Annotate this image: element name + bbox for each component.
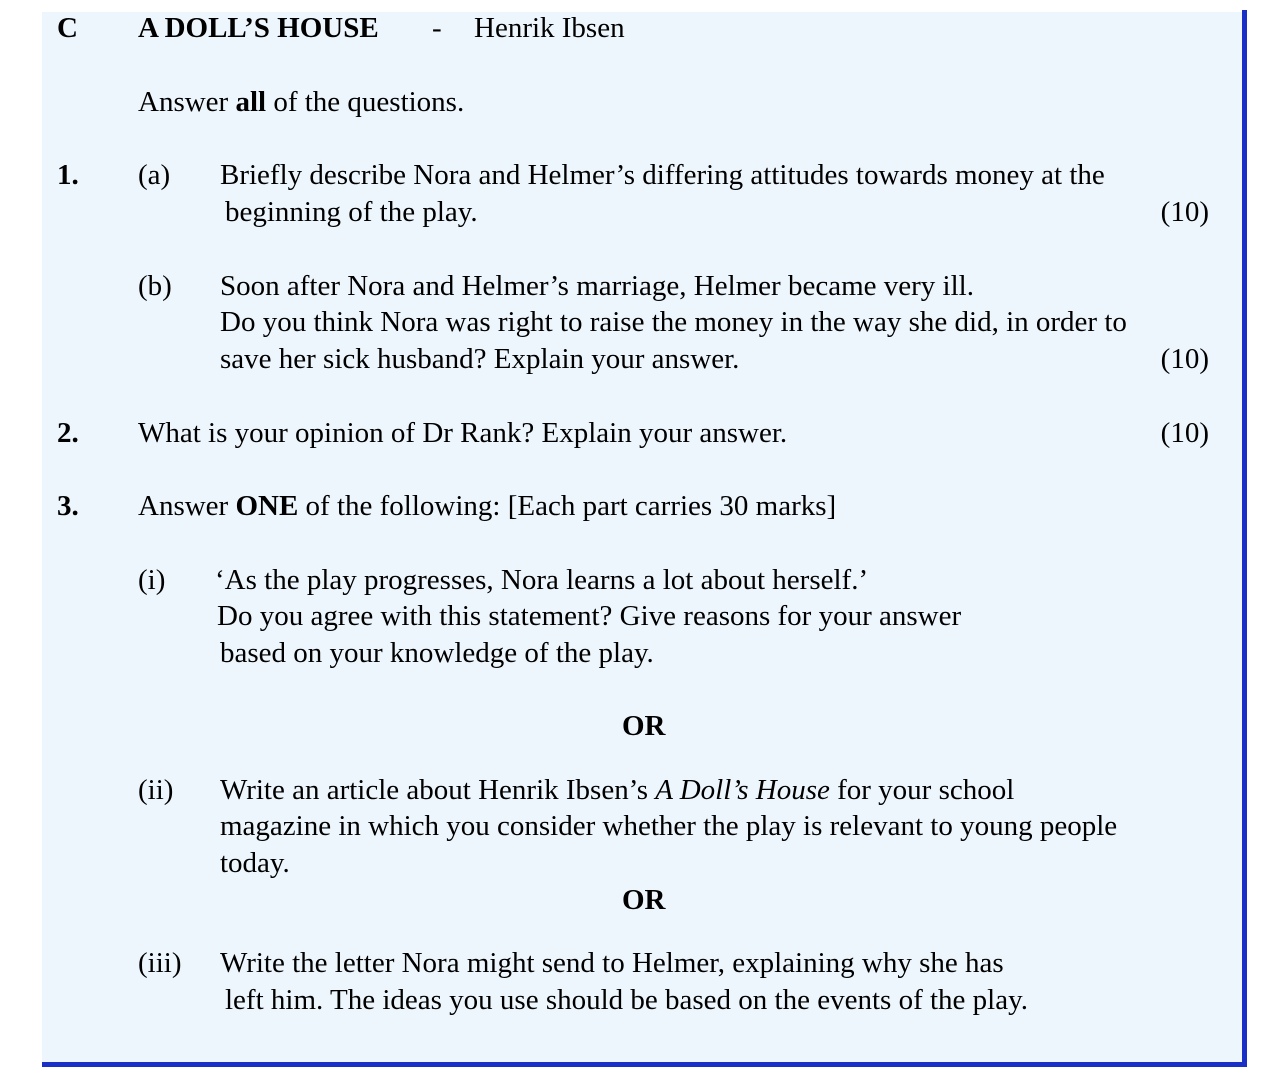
section-instruction: Answer all of the questions. <box>138 86 465 118</box>
q3-intro: Answer ONE of the following: [Each part carries 30 marks] <box>138 490 837 522</box>
or-separator-1: OR <box>622 710 666 742</box>
q3iii-label: (iii) <box>138 947 182 979</box>
section-letter: C <box>57 12 78 44</box>
q3i-line-1: ‘As the play progresses, Nora learns a lot about herself.’ <box>215 564 869 596</box>
play-author: Henrik Ibsen <box>474 12 625 44</box>
q3ii-line-2: magazine in which you consider whether the play is relevant to young people <box>220 810 1118 842</box>
q3i-label: (i) <box>138 564 166 596</box>
q1b-line-2: Do you think Nora was right to raise the money in the way she did, in order to <box>220 306 1127 338</box>
q1b-label: (b) <box>138 270 172 302</box>
q3ii-line-1: Write an article about Henrik Ibsen’s A Doll’s House for your school <box>220 774 1015 806</box>
q2-text: What is your opinion of Dr Rank? Explain your answer. <box>138 417 788 449</box>
q3-number: 3. <box>57 490 79 522</box>
q3i-line-2: Do you agree with this statement? Give reasons for your answer <box>217 600 962 632</box>
q3ii-line-3: today. <box>220 847 290 879</box>
q3iii-line-2: left him. The ideas you use should be based on the events of the play. <box>225 984 1028 1016</box>
panel-border-bottom <box>42 1062 1247 1067</box>
panel-border-right <box>1242 10 1247 1067</box>
q1a-label: (a) <box>138 159 171 191</box>
q1b-marks: (10) <box>1160 343 1209 375</box>
or-separator-2: OR <box>622 884 666 916</box>
q2-marks: (10) <box>1160 417 1209 449</box>
play-title: A DOLL’S HOUSE <box>138 12 379 44</box>
q1a-marks: (10) <box>1160 196 1209 228</box>
q3iii-line-1: Write the letter Nora might send to Helmer, explaining why she has <box>220 947 1004 979</box>
q1-number: 1. <box>57 159 79 191</box>
q3ii-label: (ii) <box>138 774 174 806</box>
q2-number: 2. <box>57 417 79 449</box>
title-dash: - <box>432 12 442 44</box>
q1a-line-2: beginning of the play. <box>225 196 478 228</box>
q3i-line-3: based on your knowledge of the play. <box>220 637 654 669</box>
q1a-line-1: Briefly describe Nora and Helmer’s differing attitudes towards money at the <box>220 159 1105 191</box>
q1b-line-1: Soon after Nora and Helmer’s marriage, Helmer became very ill. <box>220 270 974 302</box>
q1b-line-3: save her sick husband? Explain your answer. <box>220 343 740 375</box>
